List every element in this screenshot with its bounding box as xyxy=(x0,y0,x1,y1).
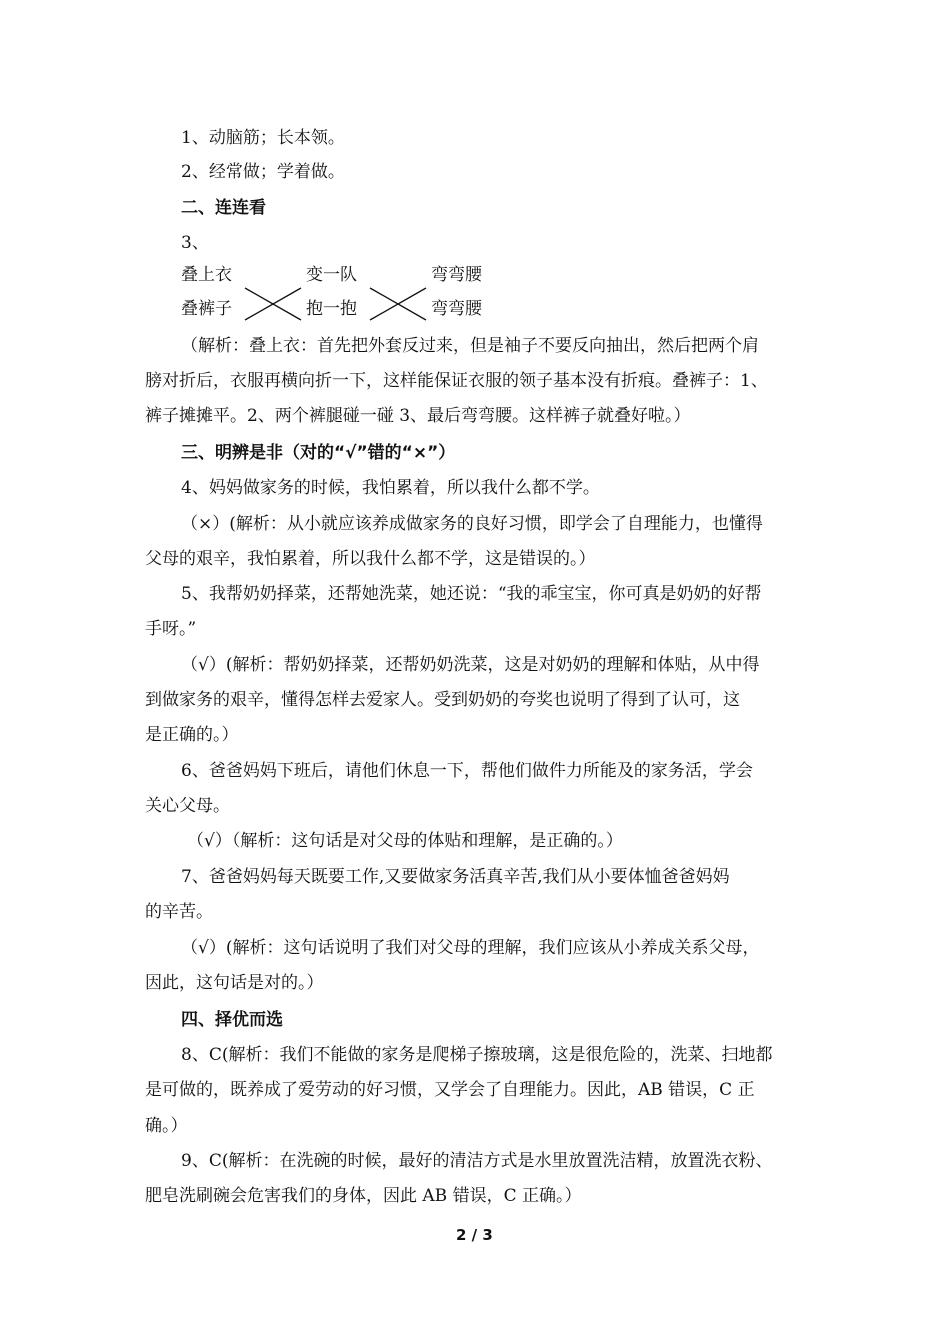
answer-4-line-1: （×）(解析：从小就应该养成做家务的良好习惯，即学会了自理能力，也懂得 xyxy=(181,514,763,534)
answer-8-line-2: 是可做的，既养成了爱劳动的好习惯，又学会了自理能力。因此，AB 错误，C 正 xyxy=(145,1080,755,1100)
answer-7-line-1: （√）(解析：这句话说明了我们对父母的理解，我们应该从小养成关系父母， xyxy=(181,938,760,958)
section-heading-4: 四、择优而选 xyxy=(181,1010,283,1030)
question-6-line-1: 6、爸爸妈妈下班后，请他们休息一下，帮他们做件力所能及的家务活，学会 xyxy=(181,761,753,781)
section-heading-2: 二、连连看 xyxy=(181,198,266,218)
match-connector-lines-2 xyxy=(368,286,428,322)
match-connector-lines-1 xyxy=(243,286,303,322)
explanation-3-line-1: （解析：叠上衣：首先把外套反过来，但是袖子不要反向抽出，然后把两个肩 xyxy=(181,336,759,356)
section-heading-3: 三、明辨是非（对的“√”错的“×”） xyxy=(181,443,456,463)
question-3-number: 3、 xyxy=(181,233,209,253)
match-col1-item-2: 叠裤子 xyxy=(181,299,232,319)
answer-4-line-2: 父母的艰辛，我怕累着，所以我什么都不学，这是错误的。） xyxy=(145,549,596,569)
explanation-3-line-2: 膀对折后，衣服再横向折一下，这样能保证衣服的领子基本没有折痕。叠裤子：1、 xyxy=(145,371,768,391)
question-5-line-2: 手呀。” xyxy=(145,619,197,639)
page-number: 2 / 3 xyxy=(456,1226,493,1244)
match-col2-item-2: 抱一抱 xyxy=(306,299,357,319)
answer-5-line-3: 是正确的。） xyxy=(145,725,239,745)
answer-5-line-1: （√）(解析：帮奶奶择菜，还帮奶奶洗菜，这是对奶奶的理解和体贴，从中得 xyxy=(181,655,760,675)
answer-8-line-3: 确。） xyxy=(145,1116,188,1136)
answer-5-line-2: 到做家务的艰辛，懂得怎样去爱家人。受到奶奶的夸奖也说明了得到了认可，这 xyxy=(145,690,740,710)
answer-7-line-2: 因此，这句话是对的。） xyxy=(145,973,324,993)
answer-2: 2、经常做；学着做。 xyxy=(181,162,345,182)
explanation-3-line-3: 裤子摊摊平。2、两个裤腿碰一碰 3、最后弯弯腰。这样裤子就叠好啦。） xyxy=(145,406,691,426)
match-col1-item-1: 叠上衣 xyxy=(181,265,232,285)
answer-9-line-2: 肥皂洗刷碗会危害我们的身体，因此 AB 错误，C 正确。） xyxy=(145,1186,582,1206)
match-col2-item-1: 变一队 xyxy=(306,265,357,285)
answer-8-line-1: 8、C(解析：我们不能做的家务是爬梯子擦玻璃，这是很危险的，洗菜、扫地都 xyxy=(181,1045,773,1065)
answer-9-line-1: 9、C(解析：在洗碗的时候，最好的清洁方式是水里放置洗洁精，放置洗衣粉、 xyxy=(181,1151,773,1171)
match-col3-item-2: 弯弯腰 xyxy=(431,299,482,319)
answer-1: 1、动脑筋；长本领。 xyxy=(181,128,345,148)
question-4: 4、妈妈做家务的时候，我怕累着，所以我什么都不学。 xyxy=(181,478,600,498)
question-7-line-2: 的辛苦。 xyxy=(145,902,213,922)
question-5-line-1: 5、我帮奶奶择菜，还帮她洗菜，她还说：“我的乖宝宝，你可真是奶奶的好帮 xyxy=(181,584,762,604)
question-7-line-1: 7、爸爸妈妈每天既要工作,又要做家务活真辛苦,我们从小要体恤爸爸妈妈 xyxy=(181,867,730,887)
answer-6: （√）（解析：这句话是对父母的体贴和理解，是正确的。） xyxy=(187,831,623,851)
match-col3-item-1: 弯弯腰 xyxy=(431,265,482,285)
question-6-line-2: 关心父母。 xyxy=(145,796,230,816)
